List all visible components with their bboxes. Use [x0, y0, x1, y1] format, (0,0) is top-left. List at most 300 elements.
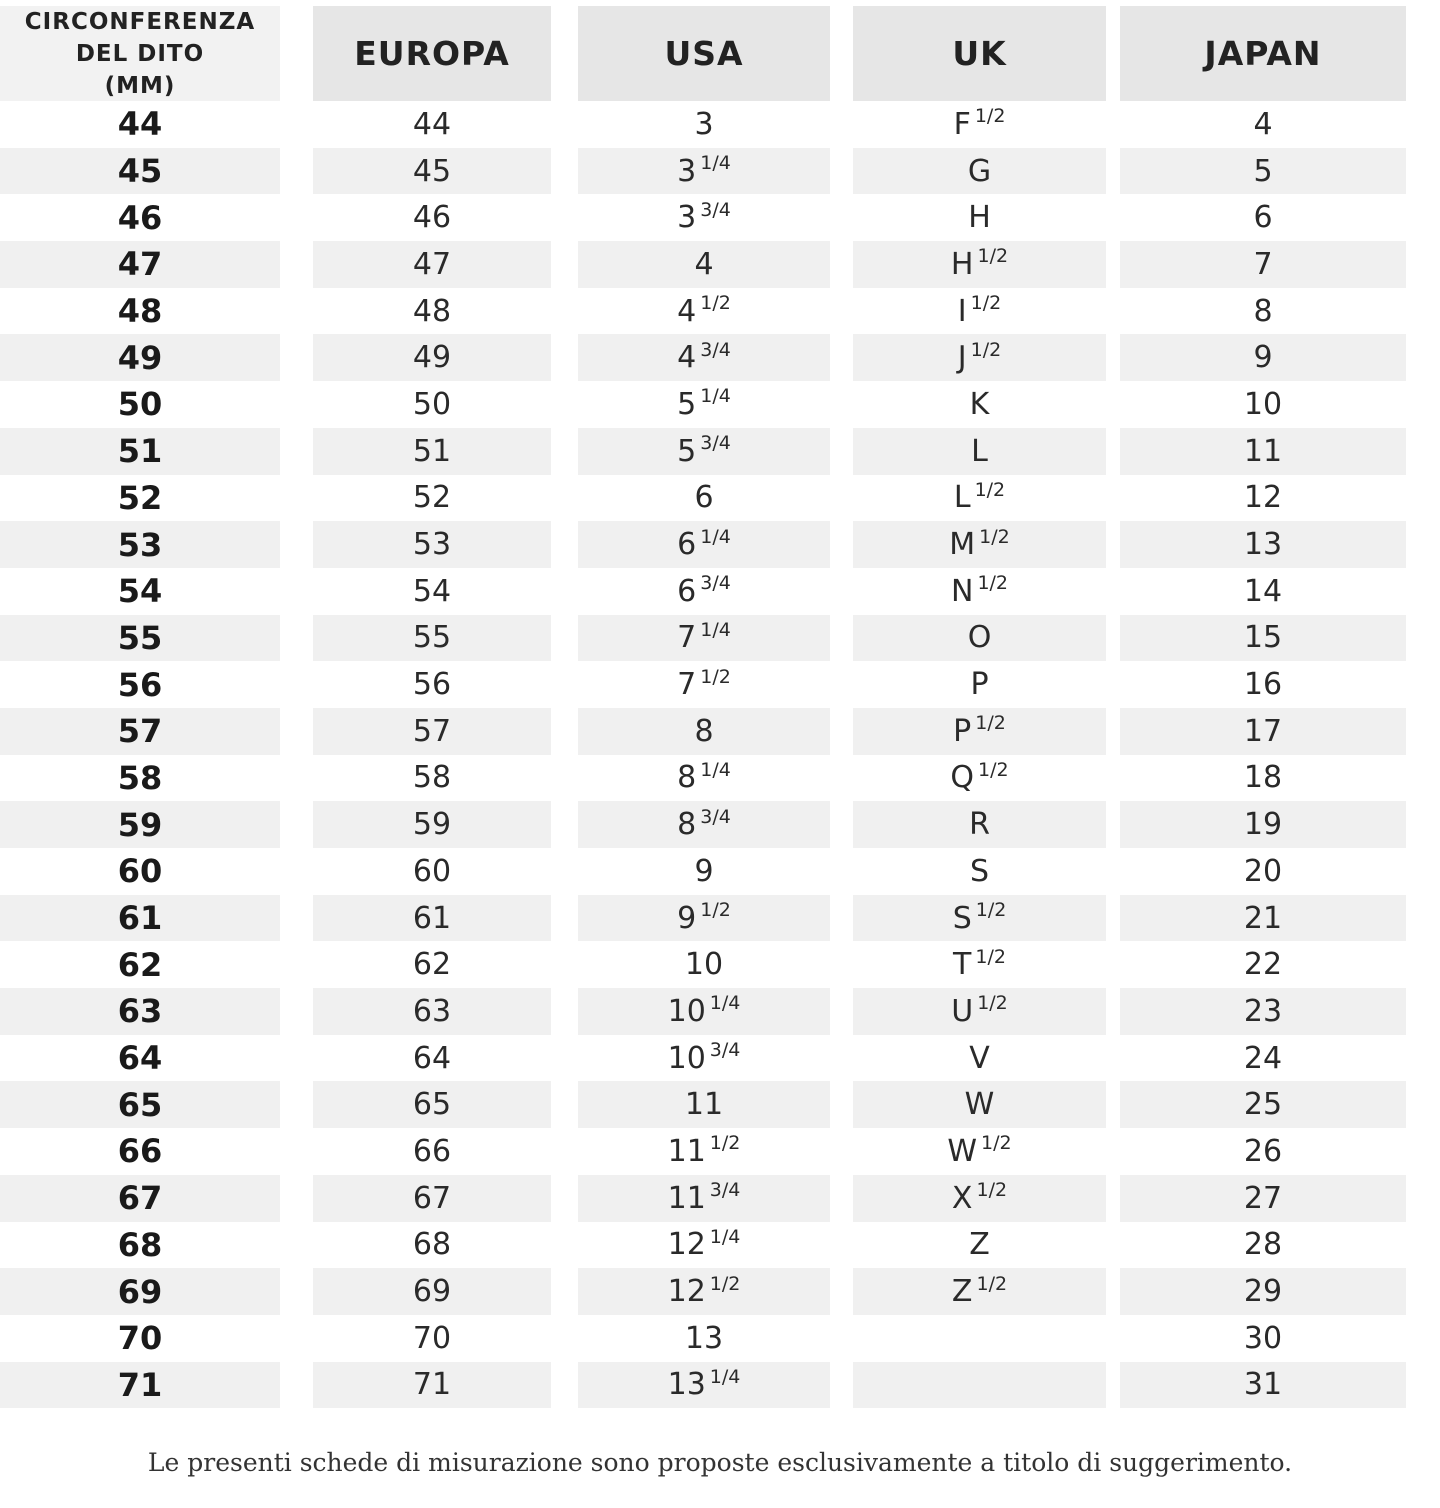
cell-mm [0, 381, 280, 428]
cell-mm [0, 241, 280, 288]
cell-japan-value: 6 [1253, 200, 1273, 236]
cell-uk-fraction: 1/2 [978, 758, 1009, 781]
cell-europa [313, 568, 551, 615]
cell-europa-value: 55 [412, 620, 452, 656]
cell-europa [313, 755, 551, 802]
cell-europa-value: 69 [412, 1274, 452, 1310]
cell-uk-fraction: 1/2 [975, 899, 1007, 922]
cell-japan-value: 21 [1243, 900, 1283, 936]
cell-europa-value: 62 [412, 947, 452, 983]
cell-europa-value: 49 [412, 340, 452, 376]
cell-mm-value: 71 [117, 1365, 163, 1404]
cell-japan [1120, 475, 1406, 522]
cell-usa-fraction: 3/4 [700, 572, 731, 595]
cell-uk [853, 334, 1106, 381]
cell-usa-value: 9 [677, 900, 697, 936]
cell-japan-value: 14 [1243, 573, 1283, 609]
cell-usa-fraction: 1/2 [709, 1272, 741, 1295]
column-uk [853, 6, 1106, 1408]
cell-europa [313, 1175, 551, 1222]
cell-uk-value: V [969, 1040, 990, 1076]
cell-mm-value: 55 [117, 618, 163, 657]
cell-mm [0, 1175, 280, 1222]
cell-japan-value: 29 [1243, 1274, 1283, 1310]
cell-uk-value: W [964, 1087, 995, 1123]
cell-mm-value: 63 [117, 992, 163, 1031]
cell-europa-value: 48 [412, 293, 452, 329]
cell-uk [853, 895, 1106, 942]
cell-usa-value: 9 [694, 853, 714, 889]
cell-uk [853, 521, 1106, 568]
cell-uk-value: H [950, 246, 974, 282]
cell-uk-value: I [957, 293, 967, 329]
cell-uk [853, 428, 1106, 475]
cell-usa-fraction: 1/2 [700, 899, 731, 922]
cell-uk-fraction: 1/2 [974, 105, 1006, 128]
cell-japan [1120, 101, 1406, 148]
cell-mm [0, 661, 280, 708]
cell-uk-fraction: 1/2 [976, 1179, 1008, 1202]
cell-mm [0, 148, 280, 195]
column-japan [1120, 6, 1406, 1408]
cell-mm [0, 1362, 280, 1409]
cell-mm-value: 52 [117, 478, 163, 517]
cell-europa-value: 52 [412, 480, 452, 516]
cell-usa-value: 7 [677, 620, 697, 656]
cell-mm-value: 51 [117, 432, 163, 471]
header-japan: JAPAN [1120, 6, 1406, 101]
cell-uk-value: S [952, 900, 972, 936]
cell-uk [853, 1268, 1106, 1315]
cell-usa-value: 12 [667, 1274, 706, 1310]
cell-uk [853, 848, 1106, 895]
cell-usa-value: 4 [677, 340, 697, 376]
cell-uk [853, 568, 1106, 615]
cell-mm [0, 801, 280, 848]
cell-mm-value: 56 [117, 665, 163, 704]
cell-uk [853, 241, 1106, 288]
cell-mm-value: 47 [117, 245, 163, 284]
header-europa: EUROPA [313, 6, 551, 101]
cell-mm [0, 1128, 280, 1175]
cell-mm [0, 755, 280, 802]
cell-japan-value: 22 [1243, 947, 1283, 983]
cell-usa [578, 521, 830, 568]
cell-uk-value: G [967, 153, 992, 189]
cell-japan [1120, 1362, 1406, 1409]
cell-mm-value: 54 [117, 572, 163, 611]
cell-japan-value: 13 [1243, 527, 1283, 563]
column-usa [578, 6, 830, 1408]
column-uk-values [853, 101, 1106, 1408]
cell-europa [313, 194, 551, 241]
cell-usa [578, 1081, 830, 1128]
cell-usa-fraction: 1/2 [709, 1132, 741, 1155]
cell-mm [0, 848, 280, 895]
header-uk: UK [853, 6, 1106, 101]
cell-usa-value: 6 [694, 480, 714, 516]
cell-japan-value: 8 [1253, 293, 1273, 329]
cell-mm [0, 1222, 280, 1269]
cell-mm [0, 1035, 280, 1082]
cell-usa-fraction: 3/4 [709, 1039, 741, 1062]
cell-japan-value: 18 [1243, 760, 1283, 796]
cell-usa-value: 8 [677, 760, 697, 796]
cell-europa [313, 334, 551, 381]
cell-uk-value: U [951, 993, 974, 1029]
cell-japan [1120, 334, 1406, 381]
cell-usa-fraction: 1/4 [700, 152, 731, 175]
header-circonferenza [0, 6, 280, 101]
cell-uk [853, 1362, 1106, 1409]
cell-japan-value: 7 [1253, 246, 1273, 282]
cell-usa [578, 475, 830, 522]
cell-europa-value: 50 [412, 386, 452, 422]
cell-europa-value: 53 [412, 527, 452, 563]
cell-uk-fraction: 1/2 [975, 712, 1006, 735]
cell-usa [578, 801, 830, 848]
cell-uk-value: R [969, 807, 990, 843]
cell-uk-fraction: 1/2 [977, 245, 1009, 268]
cell-usa-value: 5 [677, 433, 697, 469]
cell-mm-value: 45 [117, 152, 163, 191]
cell-usa-fraction: 3/4 [709, 1179, 741, 1202]
cell-mm [0, 615, 280, 662]
cell-japan-value: 12 [1243, 480, 1283, 516]
cell-mm [0, 101, 280, 148]
cell-usa-value: 3 [677, 153, 697, 189]
cell-usa-fraction: 1/4 [709, 1225, 741, 1248]
cell-europa [313, 895, 551, 942]
cell-usa-value: 6 [677, 527, 697, 563]
cell-mm-value: 62 [117, 945, 163, 984]
cell-usa-value: 4 [694, 246, 714, 282]
cell-uk [853, 941, 1106, 988]
cell-mm-value: 70 [117, 1319, 163, 1358]
cell-europa [313, 661, 551, 708]
column-europa-values [313, 101, 551, 1408]
cell-europa-value: 67 [412, 1180, 452, 1216]
header-circonferenza-line-3: (MM) [104, 72, 176, 99]
cell-mm [0, 708, 280, 755]
cell-japan-value: 24 [1243, 1040, 1283, 1076]
cell-europa [313, 288, 551, 335]
cell-uk-fraction: 1/2 [981, 1132, 1012, 1155]
cell-usa [578, 615, 830, 662]
cell-japan [1120, 1081, 1406, 1128]
cell-japan [1120, 1222, 1406, 1269]
cell-mm [0, 941, 280, 988]
cell-japan [1120, 755, 1406, 802]
cell-usa-value: 4 [677, 293, 697, 329]
cell-japan [1120, 848, 1406, 895]
cell-uk [853, 755, 1106, 802]
cell-usa [578, 288, 830, 335]
column-circonferenza [0, 6, 280, 1408]
cell-japan-value: 27 [1243, 1180, 1283, 1216]
cell-uk-value: L [971, 433, 988, 469]
cell-europa-value: 68 [412, 1227, 452, 1263]
cell-mm-value: 61 [117, 899, 163, 938]
cell-japan [1120, 1268, 1406, 1315]
cell-usa-value: 10 [684, 947, 724, 983]
cell-uk-value: P [970, 667, 989, 703]
cell-mm-value: 60 [117, 852, 163, 891]
cell-europa-value: 58 [412, 760, 452, 796]
cell-uk-value: Z [951, 1274, 973, 1310]
cell-mm [0, 1081, 280, 1128]
cell-uk-fraction: 1/2 [977, 572, 1009, 595]
cell-usa [578, 1222, 830, 1269]
cell-usa-fraction: 1/4 [700, 618, 731, 641]
cell-usa [578, 1175, 830, 1222]
cell-uk-value: P [953, 713, 972, 749]
cell-europa [313, 381, 551, 428]
cell-usa-value: 8 [694, 713, 714, 749]
cell-usa-value: 13 [667, 1367, 706, 1403]
cell-europa [313, 148, 551, 195]
cell-uk-value: W [947, 1133, 978, 1169]
cell-uk-value: K [969, 386, 990, 422]
cell-japan [1120, 895, 1406, 942]
cell-uk-fraction: 1/2 [977, 992, 1008, 1015]
cell-mm-value: 53 [117, 525, 163, 564]
cell-europa-value: 54 [412, 573, 452, 609]
cell-usa-value: 11 [667, 1180, 706, 1216]
cell-japan [1120, 1035, 1406, 1082]
cell-usa [578, 241, 830, 288]
cell-europa [313, 428, 551, 475]
cell-japan-value: 26 [1243, 1133, 1283, 1169]
cell-uk-value: X [951, 1180, 973, 1216]
cell-europa-value: 63 [412, 993, 452, 1029]
cell-uk [853, 708, 1106, 755]
cell-uk-value: J [957, 340, 967, 376]
cell-usa-fraction: 1/2 [700, 665, 731, 688]
cell-japan-value: 17 [1243, 713, 1283, 749]
cell-usa [578, 1268, 830, 1315]
cell-usa-value: 3 [677, 200, 697, 236]
cell-usa-value: 11 [684, 1087, 724, 1123]
cell-uk-value: L [953, 480, 971, 516]
cell-japan-value: 10 [1243, 386, 1283, 422]
cell-mm-value: 64 [117, 1039, 163, 1078]
cell-mm [0, 194, 280, 241]
cell-japan [1120, 148, 1406, 195]
cell-europa [313, 988, 551, 1035]
column-usa-values [578, 101, 830, 1408]
cell-uk [853, 475, 1106, 522]
cell-mm-value: 44 [117, 105, 163, 144]
cell-uk [853, 381, 1106, 428]
cell-usa [578, 568, 830, 615]
cell-mm [0, 895, 280, 942]
cell-mm [0, 568, 280, 615]
header-usa: USA [578, 6, 830, 101]
cell-mm [0, 521, 280, 568]
cell-uk [853, 988, 1106, 1035]
cell-europa-value: 70 [412, 1320, 452, 1356]
cell-japan [1120, 801, 1406, 848]
cell-japan [1120, 1175, 1406, 1222]
cell-europa [313, 708, 551, 755]
cell-usa-fraction: 1/2 [700, 292, 731, 315]
cell-uk-value: H [968, 200, 991, 236]
cell-europa-value: 66 [412, 1133, 452, 1169]
cell-usa-value: 8 [677, 807, 697, 843]
cell-usa [578, 708, 830, 755]
cell-japan-value: 5 [1253, 153, 1273, 189]
cell-japan-value: 9 [1253, 340, 1273, 376]
cell-europa [313, 1035, 551, 1082]
cell-japan [1120, 288, 1406, 335]
cell-japan [1120, 1315, 1406, 1362]
cell-japan-value: 4 [1253, 106, 1273, 142]
cell-japan-value: 16 [1243, 667, 1283, 703]
cell-europa-value: 60 [412, 853, 452, 889]
cell-japan [1120, 615, 1406, 662]
cell-usa [578, 1315, 830, 1362]
cell-mm-value: 57 [117, 712, 163, 751]
cell-usa-fraction: 3/4 [700, 432, 731, 455]
cell-usa-fraction: 1/4 [700, 758, 731, 781]
cell-uk [853, 148, 1106, 195]
cell-uk-value: Q [950, 760, 975, 796]
cell-usa [578, 848, 830, 895]
cell-mm-value: 68 [117, 1225, 163, 1264]
cell-europa-value: 46 [412, 200, 452, 236]
cell-mm [0, 988, 280, 1035]
cell-uk [853, 1035, 1106, 1082]
cell-japan [1120, 1128, 1406, 1175]
cell-europa-value: 71 [412, 1367, 452, 1403]
cell-uk-value: S [969, 853, 990, 889]
cell-japan [1120, 521, 1406, 568]
cell-uk-value: T [953, 947, 972, 983]
cell-europa [313, 1081, 551, 1128]
cell-usa-fraction: 1/4 [700, 525, 731, 548]
cell-japan-value: 30 [1243, 1320, 1283, 1356]
cell-mm-value: 59 [117, 805, 163, 844]
cell-europa-value: 65 [412, 1087, 452, 1123]
cell-usa [578, 661, 830, 708]
cell-uk-value: M [949, 527, 976, 563]
header-circonferenza-line-2: DEL DITO [75, 40, 205, 67]
cell-mm-value: 46 [117, 198, 163, 237]
cell-usa [578, 755, 830, 802]
column-circonferenza-values [0, 101, 280, 1408]
cell-uk-fraction: 1/2 [974, 478, 1006, 501]
cell-europa [313, 1268, 551, 1315]
cell-uk-fraction: 1/2 [976, 1272, 1008, 1295]
cell-usa [578, 1362, 830, 1409]
cell-japan-value: 19 [1243, 807, 1283, 843]
cell-uk-fraction: 1/2 [979, 525, 1010, 548]
cell-usa [578, 428, 830, 475]
cell-europa [313, 941, 551, 988]
column-japan-values [1120, 101, 1406, 1408]
cell-europa [313, 1128, 551, 1175]
cell-europa [313, 475, 551, 522]
cell-europa-value: 44 [412, 106, 452, 142]
disclaimer-text: Le presenti schede di misurazione sono proposte esclusivamente a titolo di suggerimento. [147, 1448, 1293, 1477]
cell-japan [1120, 381, 1406, 428]
cell-usa-value: 10 [667, 1040, 706, 1076]
cell-usa [578, 895, 830, 942]
cell-europa-value: 51 [412, 433, 452, 469]
cell-uk [853, 1315, 1106, 1362]
cell-usa [578, 334, 830, 381]
cell-uk [853, 288, 1106, 335]
cell-mm-value: 67 [117, 1179, 163, 1218]
cell-usa-fraction: 1/4 [709, 992, 741, 1015]
cell-usa-value: 12 [667, 1227, 706, 1263]
cell-mm-value: 65 [117, 1085, 163, 1124]
cell-japan-value: 28 [1243, 1227, 1283, 1263]
cell-europa [313, 521, 551, 568]
cell-usa [578, 381, 830, 428]
cell-usa-value: 11 [667, 1133, 706, 1169]
cell-usa-fraction: 1/4 [700, 385, 731, 408]
cell-usa [578, 941, 830, 988]
cell-usa-value: 13 [684, 1320, 724, 1356]
cell-uk [853, 1081, 1106, 1128]
cell-usa-value: 5 [677, 386, 697, 422]
cell-uk-fraction: 1/2 [975, 945, 1006, 968]
cell-usa [578, 101, 830, 148]
cell-uk-fraction: 1/2 [970, 338, 1002, 361]
cell-europa-value: 57 [412, 713, 452, 749]
cell-uk-value: O [967, 620, 992, 656]
cell-usa-fraction: 3/4 [700, 805, 731, 828]
cell-uk [853, 1175, 1106, 1222]
cell-europa [313, 1315, 551, 1362]
cell-uk [853, 615, 1106, 662]
cell-usa-fraction: 3/4 [700, 338, 731, 361]
cell-japan [1120, 661, 1406, 708]
cell-usa-fraction: 3/4 [700, 198, 731, 221]
cell-uk-fraction: 1/2 [970, 292, 1002, 315]
cell-mm-value: 50 [117, 385, 163, 424]
cell-usa [578, 194, 830, 241]
cell-uk [853, 801, 1106, 848]
cell-europa [313, 1362, 551, 1409]
cell-japan-value: 15 [1243, 620, 1283, 656]
cell-mm [0, 334, 280, 381]
cell-mm [0, 288, 280, 335]
cell-usa [578, 148, 830, 195]
cell-usa [578, 1128, 830, 1175]
cell-japan [1120, 568, 1406, 615]
cell-europa-value: 64 [412, 1040, 452, 1076]
cell-europa [313, 101, 551, 148]
cell-usa-fraction: 1/4 [709, 1365, 741, 1388]
cell-japan [1120, 241, 1406, 288]
cell-mm-value: 48 [117, 292, 163, 331]
cell-mm [0, 1268, 280, 1315]
cell-japan [1120, 941, 1406, 988]
cell-japan [1120, 194, 1406, 241]
cell-europa-value: 45 [412, 153, 452, 189]
cell-uk [853, 1222, 1106, 1269]
cell-uk [853, 1128, 1106, 1175]
cell-usa-value: 10 [667, 993, 706, 1029]
cell-japan-value: 31 [1243, 1367, 1283, 1403]
cell-usa-value: 3 [694, 106, 714, 142]
cell-usa-value: 6 [677, 573, 697, 609]
cell-europa [313, 801, 551, 848]
cell-europa [313, 615, 551, 662]
